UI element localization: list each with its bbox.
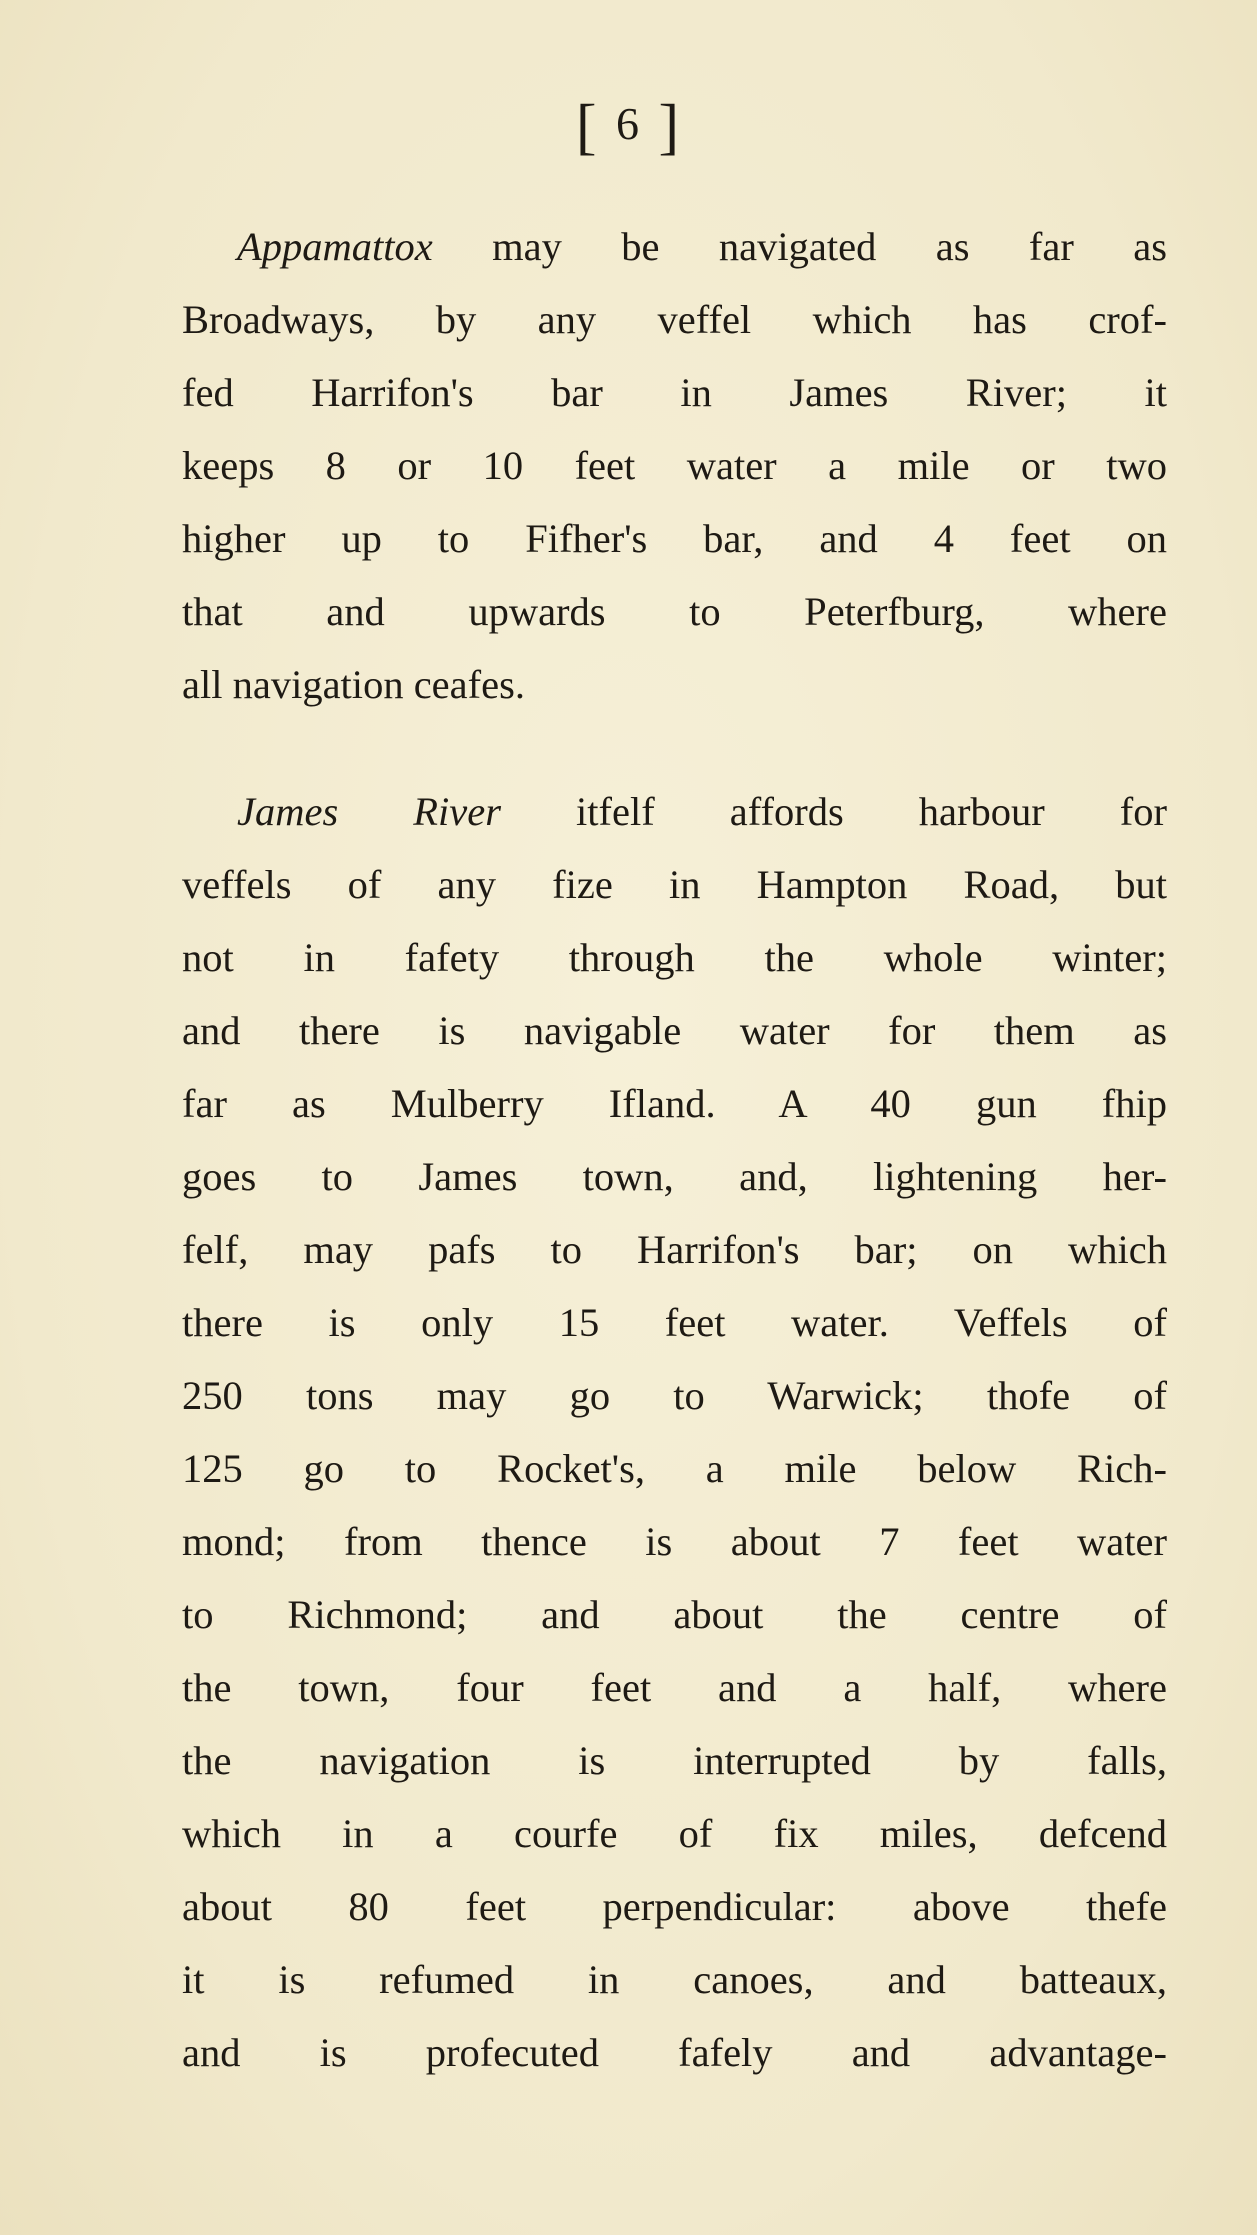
text-line: 250 tons may go to Warwick; thofe of <box>182 1373 1167 1418</box>
text-line: keeps 8 or 10 feet water a mile or two <box>182 443 1167 488</box>
bracket-open: [ <box>575 93 599 161</box>
page-header <box>0 92 1257 163</box>
text-line: higher up to Fifher's bar, and 4 feet on <box>182 516 1167 561</box>
page-number: 6 <box>616 98 641 149</box>
text-line: all navigation ceafes. <box>182 662 525 707</box>
paragraph-appamattox <box>182 210 1167 721</box>
text-line: not in fafety through the whole winter; <box>182 935 1167 980</box>
text-line: it is refumed in canoes, and batteaux, <box>182 1957 1167 2002</box>
text-line: mond; from thence is about 7 feet water <box>182 1519 1167 1564</box>
text-line: and there is navigable water for them as <box>182 1008 1167 1053</box>
bracket-close: ] <box>658 93 682 161</box>
text-line: the town, four feet and a half, where <box>182 1665 1167 1710</box>
text-line: the navigation is interrupted by falls, <box>182 1738 1167 1783</box>
text-line: fed Harrifon's bar in James River; it <box>182 370 1167 415</box>
text-line: there is only 15 feet water. Veffels of <box>182 1300 1167 1345</box>
text-line: felf, may pafs to Harrifon's bar; on which <box>182 1227 1167 1272</box>
text-line: Broadways, by any veffel which has crof- <box>182 297 1167 342</box>
italic-lead: Appamattox <box>237 224 433 269</box>
text-line: James River itfelf affords harbour for <box>237 789 1167 834</box>
text-line: about 80 feet perpendicular: above thefe <box>182 1884 1167 1929</box>
text-line: and is profecuted fafely and advantage- <box>182 2030 1167 2075</box>
text-line: 125 go to Rocket's, a mile below Rich- <box>182 1446 1167 1491</box>
text-line: Appamattox may be navigated as far as <box>237 224 1168 269</box>
text-line: veffels of any fize in Hampton Road, but <box>182 862 1167 907</box>
text-line: to Richmond; and about the centre of <box>182 1592 1167 1637</box>
text-line: that and upwards to Peterfburg, where <box>182 589 1167 634</box>
paragraph-james-river <box>182 775 1167 2089</box>
text-line: goes to James town, and, lightening her- <box>182 1154 1167 1199</box>
italic-lead: James River <box>237 789 501 834</box>
text-line: far as Mulberry Ifland. A 40 gun fhip <box>182 1081 1167 1126</box>
text-line: which in a courfe of fix miles, defcend <box>182 1811 1167 1856</box>
